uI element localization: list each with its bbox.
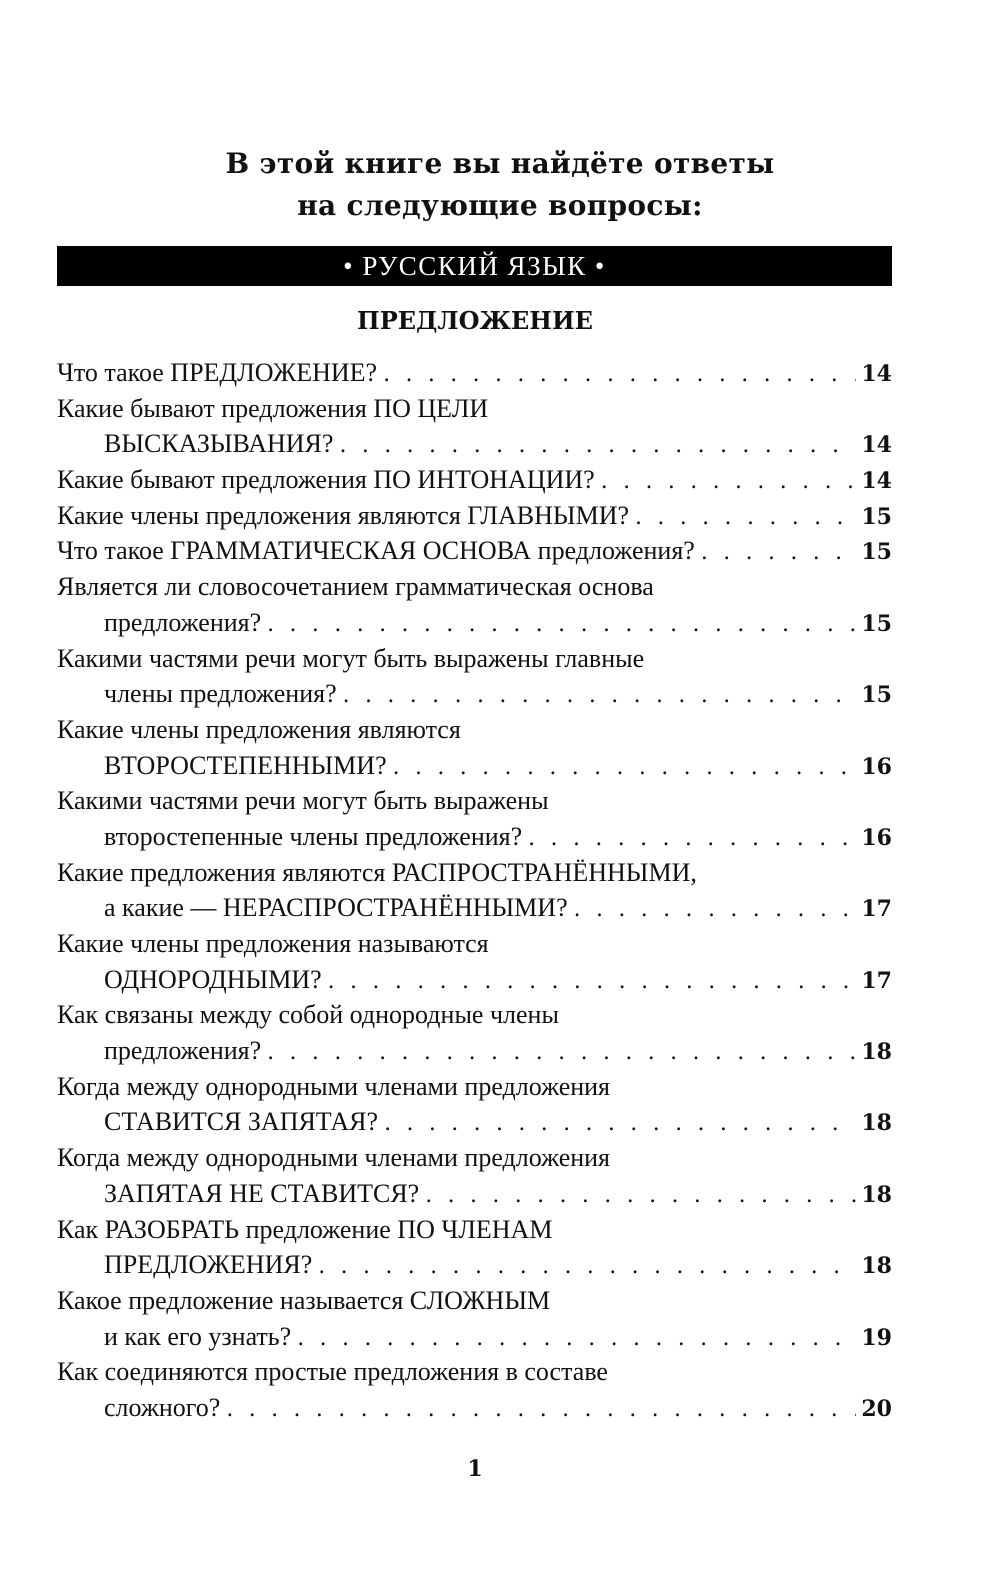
toc-entry-text: второстепенные члены предложения?	[104, 821, 523, 851]
toc-entry-text: и как его узнать?	[104, 1321, 292, 1351]
toc-entry-text: Как соединяются простые предложения в составе	[57, 1357, 608, 1387]
toc-entry-text: а какие — НЕРАСПРОСТРАНЁННЫМИ?	[104, 893, 568, 923]
dot-leader	[328, 964, 856, 1000]
toc-entry-text: Когда между однородными членами предложения	[57, 1071, 611, 1101]
dot-leader	[318, 1249, 856, 1285]
toc-page-number: 15	[861, 682, 892, 709]
toc-entry	[57, 462, 892, 498]
dot-leader	[383, 357, 856, 393]
toc-entry	[57, 1354, 892, 1425]
toc-entry-text: ЗАПЯТАЯ НЕ СТАВИТСЯ?	[104, 1178, 420, 1208]
intro-heading	[0, 143, 1000, 227]
toc-entry-continuation-line	[57, 962, 892, 998]
toc-entry-text: ОДНОРОДНЫМИ?	[104, 964, 322, 994]
toc-entry-continuation-line	[57, 819, 892, 855]
dot-leader	[297, 1321, 856, 1357]
dot-leader	[425, 1178, 856, 1214]
toc-entry-line	[57, 1212, 892, 1248]
toc-entry-text: Какие бывают предложения ПО ИНТОНАЦИИ?	[57, 465, 595, 495]
toc-page-number: 20	[861, 1395, 892, 1422]
toc-entry	[57, 569, 892, 640]
toc-page-number: 17	[861, 896, 892, 923]
toc-entry	[57, 1140, 892, 1211]
toc-page-number: 15	[861, 503, 892, 530]
toc-entry	[57, 783, 892, 854]
toc-page-number: 15	[861, 539, 892, 566]
toc-entry	[57, 1283, 892, 1354]
toc-page-number: 14	[861, 361, 892, 387]
toc-entry-text: Какие бывают предложения ПО ЦЕЛИ	[57, 393, 489, 423]
dot-leader	[701, 535, 856, 571]
toc-entry-text: Как связаны между собой однородные члены	[57, 1000, 559, 1030]
toc-entry-text: ВТОРОСТЕПЕННЫМИ?	[104, 750, 387, 780]
toc-page-number: 18	[861, 1181, 892, 1208]
toc-page-number: 18	[861, 1253, 892, 1280]
toc-entry	[57, 926, 892, 997]
table-of-contents	[57, 355, 892, 1426]
toc-entry-text: Как РАЗОБРАТЬ предложение ПО ЧЛЕНАМ	[57, 1214, 553, 1244]
toc-entry-continuation-line	[57, 890, 892, 926]
toc-entry	[57, 1069, 892, 1140]
dot-leader	[601, 464, 856, 500]
toc-entry	[57, 533, 892, 569]
toc-entry-text: Какими частями речи могут быть выражены главные	[57, 643, 645, 673]
toc-entry-text: Какие члены предложения являются	[57, 714, 461, 744]
toc-entry-text: Какими частями речи могут быть выражены	[57, 786, 549, 816]
toc-entry	[57, 997, 892, 1068]
toc-entry-text: СТАВИТСЯ ЗАПЯТАЯ?	[104, 1107, 379, 1137]
toc-entry-continuation-line	[57, 1033, 892, 1069]
toc-entry-text: предложения?	[104, 1036, 262, 1066]
toc-page-number: 17	[861, 967, 892, 994]
toc-entry-line	[57, 498, 892, 534]
toc-entry-line	[57, 855, 892, 891]
dot-leader	[339, 428, 856, 464]
toc-entry-line	[57, 1069, 892, 1105]
toc-entry-line	[57, 462, 892, 498]
dot-leader	[384, 1106, 856, 1142]
intro-line-1: В этой книге вы найдёте ответы	[225, 147, 775, 180]
toc-entry	[57, 498, 892, 534]
toc-entry-line	[57, 783, 892, 819]
toc-entry-line	[57, 712, 892, 748]
toc-entry-text: Когда между однородными членами предложения	[57, 1143, 611, 1173]
toc-entry-continuation-line	[57, 676, 892, 712]
toc-entry-text: предложения?	[104, 607, 262, 637]
toc-entry-continuation-line	[57, 1176, 892, 1212]
toc-page-number: 15	[861, 610, 892, 637]
dot-leader	[267, 607, 856, 643]
dot-leader	[226, 1392, 856, 1428]
intro-line-2: на следующие вопросы:	[297, 189, 703, 222]
toc-page-number: 18	[861, 1110, 892, 1137]
toc-entry-line	[57, 1283, 892, 1319]
toc-entry-text: Какие члены предложения называются	[57, 929, 489, 958]
toc-entry-line	[57, 355, 892, 391]
toc-entry-continuation-line	[57, 426, 892, 462]
toc-entry-continuation-line	[57, 1319, 892, 1355]
toc-entry-line	[57, 1140, 892, 1176]
toc-entry-text: ВЫСКАЗЫВАНИЯ?	[104, 429, 334, 459]
toc-page-number: 19	[861, 1324, 892, 1351]
toc-entry	[57, 641, 892, 712]
toc-entry-line	[57, 641, 892, 677]
subject-banner: • РУССКИЙ ЯЗЫК •	[57, 246, 892, 286]
toc-entry-line	[57, 533, 892, 569]
toc-entry-continuation-line	[57, 1390, 892, 1426]
dot-leader	[528, 821, 856, 857]
section-title: ПРЕДЛОЖЕНИЕ	[357, 306, 593, 335]
dot-leader	[343, 678, 856, 714]
toc-entry-line	[57, 997, 892, 1033]
toc-page-number: 16	[861, 753, 892, 780]
toc-page-number: 16	[861, 824, 892, 851]
page-number: 1	[467, 1456, 483, 1482]
toc-entry	[57, 391, 892, 462]
toc-entry	[57, 355, 892, 391]
toc-entry-continuation-line	[57, 605, 892, 641]
dot-leader	[267, 1035, 856, 1071]
toc-entry-line	[57, 926, 892, 962]
toc-entry-continuation-line	[57, 1247, 892, 1283]
toc-page-number: 18	[861, 1039, 892, 1066]
dot-leader	[574, 892, 856, 928]
toc-entry-text: Является ли словосочетанием грамматическая основа	[57, 572, 654, 602]
toc-entry-continuation-line	[57, 748, 892, 784]
toc-entry-text: Что такое ПРЕДЛОЖЕНИЕ?	[57, 358, 378, 387]
toc-entry-text: Что такое ГРАММАТИЧЕСКАЯ ОСНОВА предложения?	[57, 536, 695, 566]
toc-entry-line	[57, 1354, 892, 1390]
toc-entry-text: ПРЕДЛОЖЕНИЯ?	[104, 1250, 313, 1280]
toc-entry-text: сложного?	[104, 1392, 221, 1422]
toc-entry-line	[57, 569, 892, 605]
toc-page-number: 14	[861, 468, 892, 495]
toc-entry-line	[57, 391, 892, 427]
dot-leader	[635, 500, 856, 536]
toc-entry	[57, 712, 892, 783]
toc-entry-text: Какое предложение называется СЛОЖНЫМ	[57, 1285, 551, 1315]
toc-entry-text: Какие члены предложения являются ГЛАВНЫМИ?	[57, 500, 630, 530]
toc-entry	[57, 855, 892, 926]
toc-entry-continuation-line	[57, 1104, 892, 1140]
toc-entry-text: члены предложения?	[104, 679, 337, 709]
toc-page-number: 14	[861, 432, 892, 459]
toc-entry-text: Какие предложения являются РАСПРОСТРАНЁННЫМИ,	[57, 857, 697, 887]
toc-entry	[57, 1212, 892, 1283]
dot-leader	[393, 750, 856, 786]
